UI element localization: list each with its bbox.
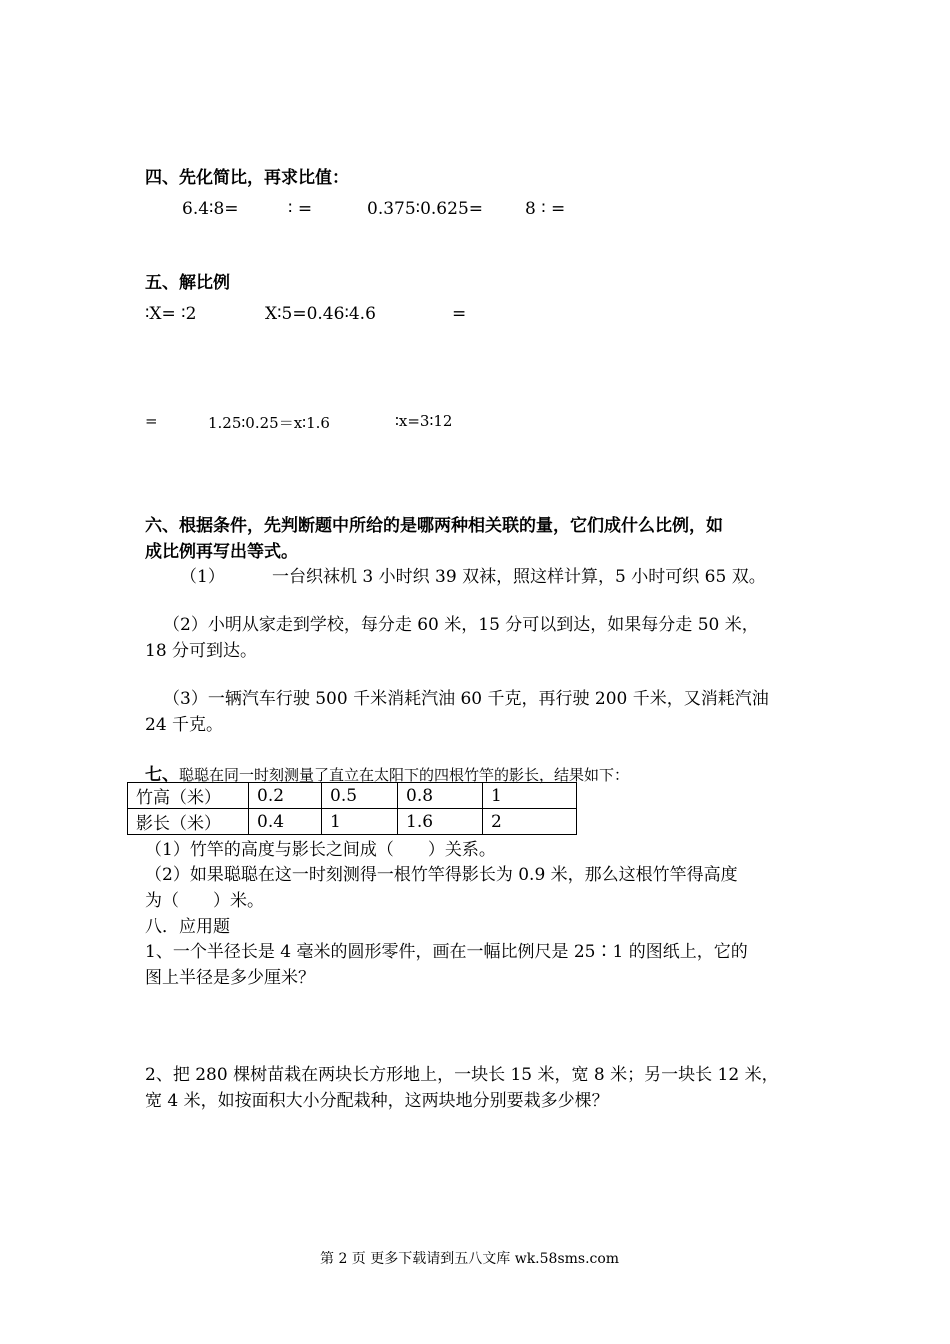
table-cell: 2 bbox=[483, 809, 577, 835]
table-cell: 0.4 bbox=[249, 809, 322, 835]
section-6-title-line-1: 六、根据条件，先判断题中所给的是哪两种相关联的量，它们成什么比例，如 bbox=[145, 516, 723, 536]
proportion-eq-4: = bbox=[145, 412, 158, 430]
table-cell: 1 bbox=[322, 809, 398, 835]
section-4-item-4: 8 ∶ = bbox=[525, 199, 566, 219]
proportion-eq-5: 1.25∶0.25＝x∶1.6 bbox=[208, 414, 330, 432]
problem-2-line-1: 2、把 280 棵树苗栽在两块长方形地上，一块长 15 米，宽 8 米；另一块长 12 米， bbox=[145, 1065, 779, 1085]
table-cell: 0.5 bbox=[322, 783, 398, 809]
problem-1-line-2: 图上半径是多少厘米？ bbox=[145, 968, 315, 988]
section-4-item-1: 6.4∶8= bbox=[182, 199, 239, 219]
question-6-2-line-1: （2）小明从家走到学校，每分走 60 米，15 分可以到达，如果每分走 50 米， bbox=[163, 615, 759, 635]
question-6-1-number: （1） bbox=[180, 567, 225, 587]
proportion-eq-3: = bbox=[452, 304, 467, 324]
section-7-title-text: 聪聪在同一时刻测量了直立在太阳下的四根竹竿的影长，结果如下： bbox=[179, 766, 630, 784]
section-4-item-3: 0.375∶0.625= bbox=[367, 199, 484, 219]
table-cell: 1.6 bbox=[398, 809, 483, 835]
question-6-2-line-2: 18 分可到达。 bbox=[145, 641, 258, 661]
proportion-eq-2: X∶5=0.46∶4.6 bbox=[265, 304, 376, 324]
question-6-3-line-1: （3）一辆汽车行驶 500 千米消耗汽油 60 千克，再行驶 200 千米，又消耗汽油 bbox=[163, 689, 769, 709]
section-8-title: 八．应用题 bbox=[145, 917, 230, 937]
proportion-eq-6: ∶x=3∶12 bbox=[395, 412, 453, 430]
table-row bbox=[128, 809, 577, 835]
question-7-2-line-2: 为（ ）米。 bbox=[145, 891, 264, 911]
question-7-2-line-1: （2）如果聪聪在这一时刻测得一根竹竿得影长为 0.9 米，那么这根竹竿得高度 bbox=[145, 865, 738, 885]
problem-2-line-2: 宽 4 米，如按面积大小分配栽种，这两块地分别要栽多少棵？ bbox=[145, 1091, 609, 1111]
table-cell: 1 bbox=[483, 783, 577, 809]
page-footer: 第 2 页 更多下载请到五八文库 wk.58sms.com bbox=[320, 1251, 620, 1267]
proportion-eq-1: ∶X= ∶2 bbox=[145, 304, 197, 324]
problem-1-line-1: 1、一个半径长是 4 毫米的圆形零件，画在一幅比例尺是 25∶1 的图纸上，它的 bbox=[145, 942, 748, 962]
table-cell: 竹高（米） bbox=[128, 783, 249, 809]
question-6-3-line-2: 24 千克。 bbox=[145, 715, 224, 735]
section-4-title: 四、先化简比，再求比值： bbox=[145, 168, 349, 188]
section-7-title-prefix: 七、 bbox=[145, 765, 179, 785]
table-cell: 影长（米） bbox=[128, 809, 249, 835]
table-row bbox=[128, 783, 577, 809]
section-6-title-line-2: 成比例再写出等式。 bbox=[145, 542, 298, 562]
table-cell: 0.2 bbox=[249, 783, 322, 809]
question-7-1: （1）竹竿的高度与影长之间成（ ）关系。 bbox=[145, 840, 496, 860]
section-5-title: 五、解比例 bbox=[145, 273, 230, 293]
table-cell: 0.8 bbox=[398, 783, 483, 809]
section-4-item-2: ∶ = bbox=[288, 199, 313, 219]
bamboo-shadow-table bbox=[127, 782, 577, 835]
question-6-1-text: 一台织袜机 3 小时织 39 双袜，照这样计算，5 小时可织 65 双。 bbox=[272, 567, 766, 587]
